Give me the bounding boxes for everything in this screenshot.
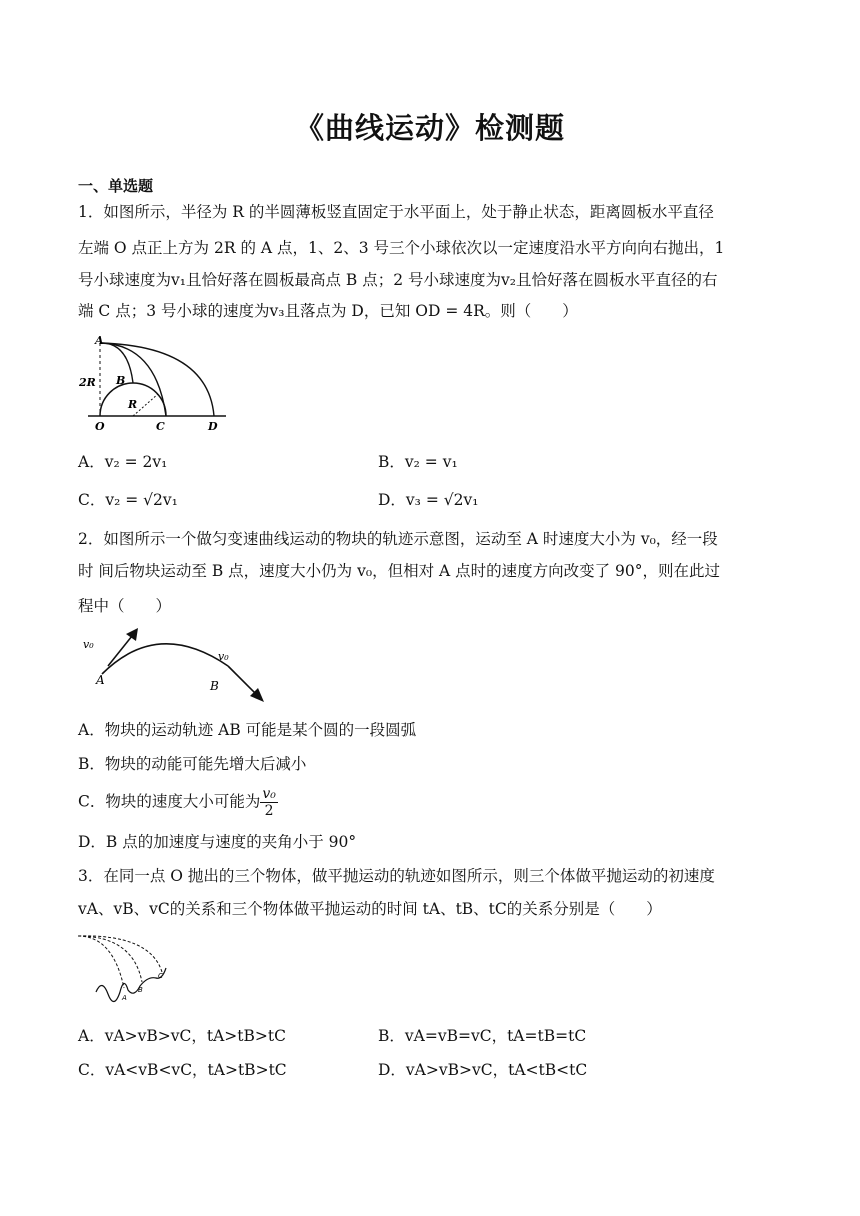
q3-option-a: A．vA>vB>vC，tA>tB>tC [78, 1027, 286, 1045]
q1-fig-label-r: R [128, 398, 138, 411]
q3-figure [78, 930, 178, 1010]
q2-figure [78, 624, 278, 706]
q2-text-line-3: 程中（ ） [78, 597, 172, 615]
q3-option-b: B．vA=vB=vC，tA=tB=tC [378, 1027, 587, 1045]
q2-fig-label-a: A [96, 673, 105, 687]
q3-fig-label-c: C [158, 972, 163, 980]
section-heading: 一、单选题 [78, 177, 154, 195]
q2-text-line-2: 时 间后物块运动至 B 点，速度大小仍为 v₀，但相对 A 点时的速度方向改变了 90°，则在此过 [78, 562, 721, 580]
q2-option-c-numerator: v₀ [262, 786, 276, 802]
q1-text-line-3: 号小球速度为v₁且恰好落在圆板最高点 B 点；2 号小球速度为v₂且恰好落在圆板水平直径的右 [78, 271, 718, 289]
q1-fig-label-d: D [208, 420, 218, 433]
q3-text-line-1: 3．在同一点 O 抛出的三个物体，做平抛运动的轨迹如图所示，则三个体做平抛运动的初速度 [78, 867, 715, 885]
q1-fig-label-2r: 2R [79, 376, 96, 389]
q2-option-c-denominator: 2 [264, 803, 274, 819]
q1-fig-label-c: C [156, 420, 165, 433]
q1-text-line-1: 1．如图所示，半径为 R 的半圆薄板竖直固定于水平面上，处于静止状态，距离圆板水平直径 [78, 203, 714, 221]
q1-figure [78, 334, 228, 434]
q2-fig-label-v0-a: v₀ [83, 638, 94, 651]
q2-option-c-fraction [260, 786, 278, 819]
q2-option-c-text: C．物块的速度大小可能为 [78, 792, 261, 811]
q3-option-d: D．vA>vB>vC，tA<tB<tC [378, 1061, 588, 1079]
q1-option-a: A．v₂ = 2v₁ [78, 453, 168, 471]
q1-fig-label-o: O [95, 420, 105, 433]
q1-text-line-4: 端 C 点；3 号小球的速度为v₃且落点为 D，已知 OD = 4R。则（ ） [78, 302, 578, 320]
q3-fig-label-a: A [122, 994, 127, 1002]
q1-option-c: C．v₂ = √2v₁ [78, 491, 178, 509]
q2-option-b: B．物块的动能可能先增大后减小 [78, 755, 307, 773]
q3-text-line-2: vA、vB、vC的关系和三个物体做平抛运动的时间 tA、tB、tC的关系分别是（ ） [78, 900, 662, 918]
q2-option-c [78, 786, 278, 819]
q3-fig-label-b: B [138, 986, 143, 994]
page-title: 《曲线运动》检测题 [294, 111, 565, 145]
q1-option-b: B．v₂ = v₁ [378, 453, 458, 471]
q2-option-a: A．物块的运动轨迹 AB 可能是某个圆的一段圆弧 [78, 721, 417, 739]
q1-text-line-2: 左端 O 点正上方为 2R 的 A 点，1、2、3 号三个小球依次以一定速度沿水平方向向右抛出，1 [78, 239, 725, 257]
q2-option-d: D．B 点的加速度与速度的夹角小于 90° [78, 833, 357, 851]
q1-option-d: D．v₃ = √2v₁ [378, 491, 479, 509]
q1-fig-label-b: B [116, 374, 126, 387]
q1-fig-label-a: A [95, 334, 104, 347]
q3-option-c: C．vA<vB<vC，tA>tB>tC [78, 1061, 287, 1079]
q2-fig-label-v0-b: v₀ [218, 650, 229, 663]
q2-fig-label-b: B [210, 679, 219, 693]
q2-text-line-1: 2．如图所示一个做匀变速曲线运动的物块的轨迹示意图，运动至 A 时速度大小为 v₀，经一段 [78, 530, 718, 548]
